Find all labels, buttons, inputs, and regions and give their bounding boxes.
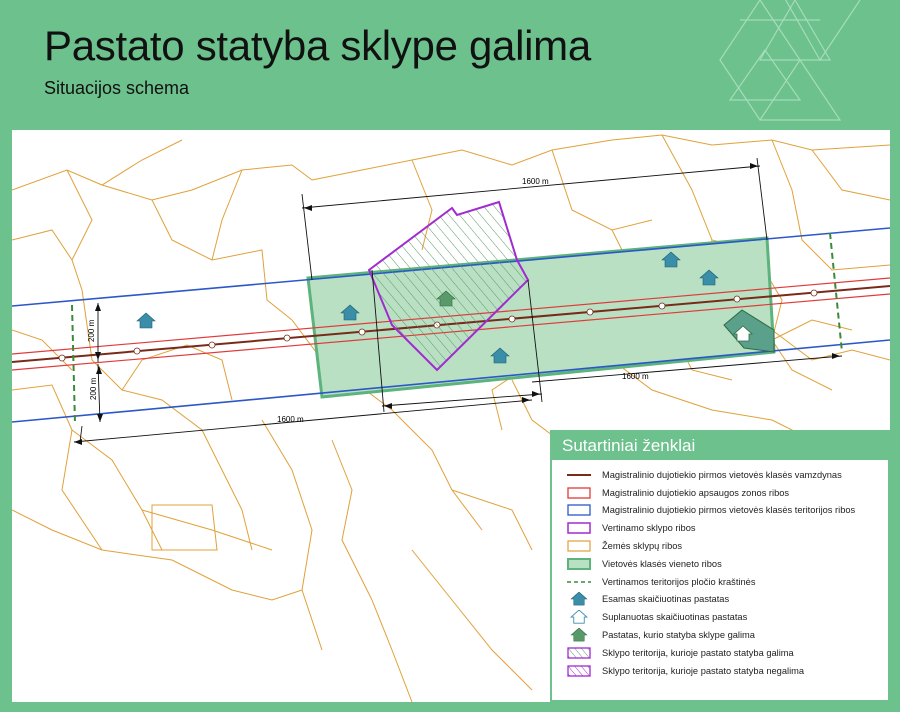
legend-item-pipeline — [552, 466, 888, 484]
legend-item-label: Magistralinio dujotiekio pirmos vietovės klasės vamzdynas — [602, 469, 842, 480]
legend-item-protection-zone — [552, 484, 888, 502]
dimension-label-bottom: 1600 m — [277, 415, 304, 424]
legend-item-land-plots — [552, 537, 888, 555]
house-existing-icon[interactable] — [137, 313, 155, 328]
dimension-label-right: 1600 m — [622, 372, 649, 381]
width-edge-right — [830, 233, 842, 352]
legend-item-label: Vietovės klasės vieneto ribos — [602, 558, 722, 569]
legend-title: Sutartiniai ženklai — [552, 432, 888, 460]
legend-item-label: Sklypo teritorija, kurioje pastato statyba galima — [602, 647, 794, 658]
legend-item-label: Esamas skaičiuotinas pastatas — [602, 594, 730, 605]
dimension-label-lower-200: 200 m — [89, 377, 98, 400]
legend-item-label: Pastatas, kurio statyba sklype galima — [602, 630, 755, 641]
house-possible-icon — [566, 628, 592, 642]
legend-panel — [550, 430, 890, 702]
house-existing-icon — [566, 592, 592, 606]
legend-item-planned-building — [552, 608, 888, 626]
legend-item-existing-building — [552, 591, 888, 609]
legend-item-hatch-impossible — [552, 662, 888, 680]
dimension-label-top: 1600 m — [522, 177, 549, 186]
legend-item-label: Vertinamos teritorijos pločio kraštinės — [602, 576, 756, 587]
legend-item-label: Magistralinio dujotiekio apsaugos zonos ribos — [602, 487, 790, 498]
dimension-label-upper-200: 200 m — [87, 319, 96, 342]
decorative-triangles-icon — [700, 0, 900, 130]
legend-item-label: Magistralinio dujotiekio pirmos vietovės klasės teritorijos ribos — [602, 505, 856, 516]
legend-item-class-unit — [552, 555, 888, 573]
legend-item-label: Žemės sklypų ribos — [602, 541, 683, 552]
legend-item-hatch-possible — [552, 644, 888, 662]
legend-item-possible-building — [552, 626, 888, 644]
page-title: Pastato statyba sklype galima — [44, 22, 591, 69]
legend-item-width-edges — [552, 573, 888, 591]
legend-item-territory — [552, 502, 888, 520]
legend-item-label: Suplanuotas skaičiuotinas pastatas — [602, 612, 748, 623]
legend-item-assessed-plot — [552, 519, 888, 537]
legend-item-label: Vertinamo sklypo ribos — [602, 523, 696, 534]
house-planned-icon — [566, 610, 592, 624]
legend-item-label: Sklypo teritorija, kurioje pastato statyba negalima — [602, 665, 805, 676]
page-subtitle: Situacijos schema — [44, 78, 190, 98]
